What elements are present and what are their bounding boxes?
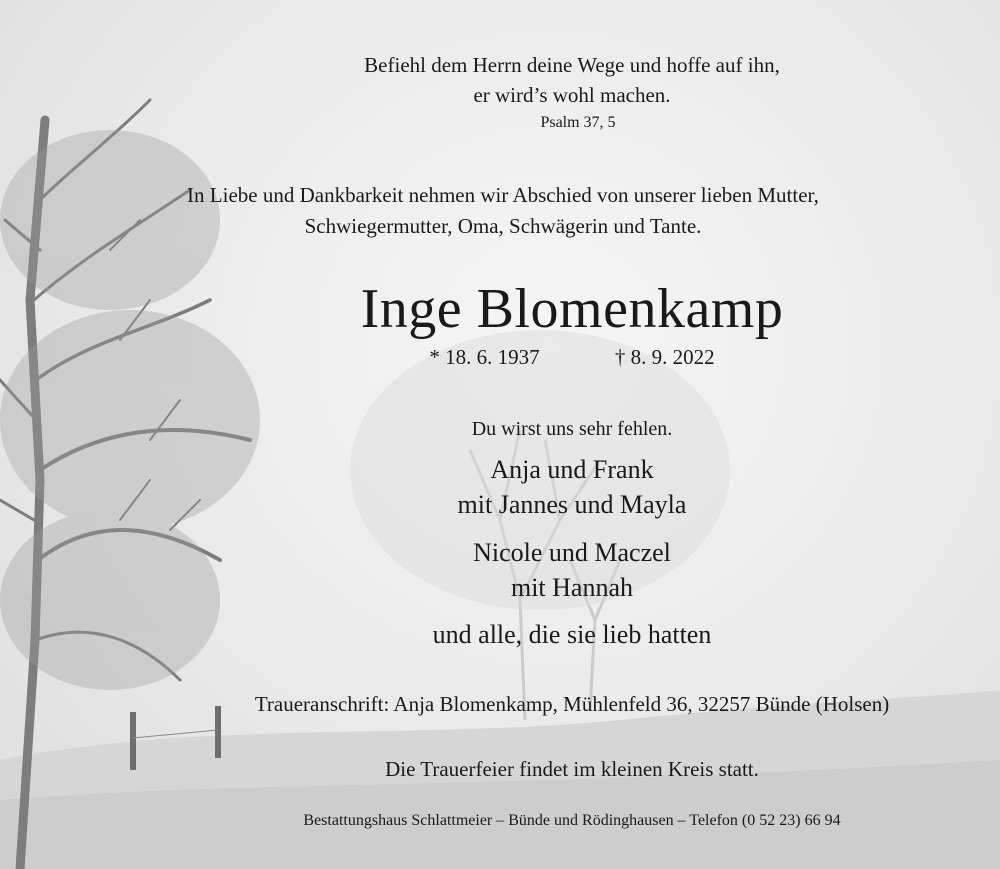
mourner-group-1-line-2: mit Jannes und Mayla bbox=[457, 490, 687, 519]
mourner-group-2-line-2: mit Hannah bbox=[510, 573, 634, 602]
farewell-message: Du wirst uns sehr fehlen. bbox=[471, 418, 673, 440]
life-dates bbox=[72, 345, 1000, 370]
mourner-group-1 bbox=[72, 452, 1000, 522]
mourner-group-1-line-1: Anja und Frank bbox=[490, 455, 654, 484]
verse-line-1: Befiehl dem Herrn deine Wege und hoffe auf ihn, bbox=[364, 53, 780, 77]
intro-line-1: In Liebe und Dankbarkeit nehmen wir Abschied von unserer lieben Mutter, bbox=[187, 183, 819, 207]
mourner-group-3: und alle, die sie lieb hatten bbox=[432, 620, 712, 649]
farewell-intro bbox=[3, 180, 1000, 242]
ceremony-note: Die Trauerfeier findet im kleinen Kreis statt. bbox=[385, 757, 759, 781]
bible-verse bbox=[72, 50, 1000, 110]
birth-date: * 18. 6. 1937 bbox=[429, 345, 540, 369]
death-date: † 8. 9. 2022 bbox=[614, 345, 715, 369]
mourner-group-2 bbox=[72, 535, 1000, 605]
mourner-group-2-line-1: Nicole und Maczel bbox=[473, 538, 671, 567]
mourning-address: Traueranschrift: Anja Blomenkamp, Mühlenfeld 36, 32257 Bünde (Holsen) bbox=[254, 692, 890, 716]
intro-line-2: Schwiegermutter, Oma, Schwägerin und Tante. bbox=[304, 214, 702, 238]
deceased-name: Inge Blomenkamp bbox=[360, 278, 784, 340]
funeral-home-info: Bestattungshaus Schlattmeier – Bünde und Rödinghausen – Telefon (0 52 23) 66 94 bbox=[303, 812, 841, 829]
verse-reference: Psalm 37, 5 bbox=[540, 114, 616, 131]
verse-line-2: er wird’s wohl machen. bbox=[473, 83, 671, 107]
